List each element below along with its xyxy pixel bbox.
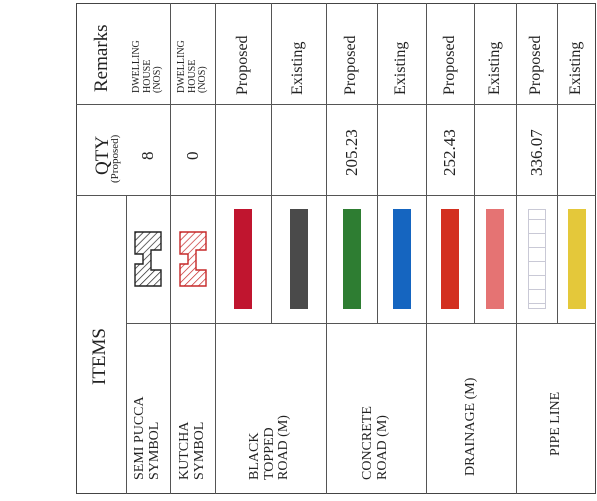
qty-cell: 0 (182, 151, 202, 160)
semi-pucca-symbol (131, 230, 165, 288)
remarks-cell: Existing (392, 41, 410, 95)
color-swatch (234, 209, 252, 309)
qty-cell: 336.07 (526, 129, 546, 176)
header-remarks: Remarks (91, 24, 112, 92)
remarks-cell: Proposed (233, 35, 251, 95)
remarks-cell: Existing (567, 41, 585, 95)
row-divider (516, 3, 517, 494)
color-swatch (486, 209, 504, 309)
item-label: PIPE LINE (547, 391, 563, 456)
divider-qty-symbol (76, 195, 596, 196)
item-label: BLACK TOPPED ROAD (M) (247, 415, 292, 480)
header-qty-sub: (Proposed) (109, 134, 121, 183)
item-label: SEMI PUCCA SYMBOL (132, 396, 162, 480)
header-qty: QTY (92, 135, 113, 175)
row-divider (326, 3, 327, 494)
divider-remarks-qty (76, 104, 596, 105)
row-divider (271, 3, 272, 323)
remarks-cell: DWELLING HOUSE (NOS) (175, 40, 208, 93)
divider-symbol-items (126, 323, 596, 324)
remarks-cell: DWELLING HOUSE (NOS) (131, 40, 164, 93)
divider-items-header (126, 195, 127, 494)
color-swatch (290, 209, 308, 309)
row-divider (474, 3, 475, 323)
row-divider (377, 3, 378, 323)
pipe-line-proposed-swatch (528, 209, 546, 309)
color-swatch (568, 209, 586, 309)
remarks-cell: Proposed (342, 35, 360, 95)
qty-cell: 252.43 (440, 129, 459, 176)
row-divider (557, 3, 558, 323)
remarks-cell: Existing (289, 41, 307, 95)
qty-cell: 205.23 (341, 129, 361, 176)
header-items: ITEMS (89, 328, 110, 385)
kutcha-symbol (176, 230, 210, 288)
qty-cell: 8 (138, 151, 157, 160)
color-swatch (393, 209, 411, 309)
color-swatch (343, 209, 361, 309)
item-label: DRAINAGE (M) (462, 377, 478, 476)
color-swatch (441, 209, 459, 309)
item-label: CONCRETE ROAD (M) (360, 406, 390, 480)
remarks-cell: Proposed (527, 35, 545, 95)
item-label: KUTCHA SYMBOL (176, 421, 207, 480)
row-divider (170, 3, 171, 494)
remarks-cell: Proposed (440, 35, 458, 95)
row-divider (215, 3, 216, 494)
row-divider (426, 3, 427, 494)
remarks-cell: Existing (485, 41, 503, 95)
